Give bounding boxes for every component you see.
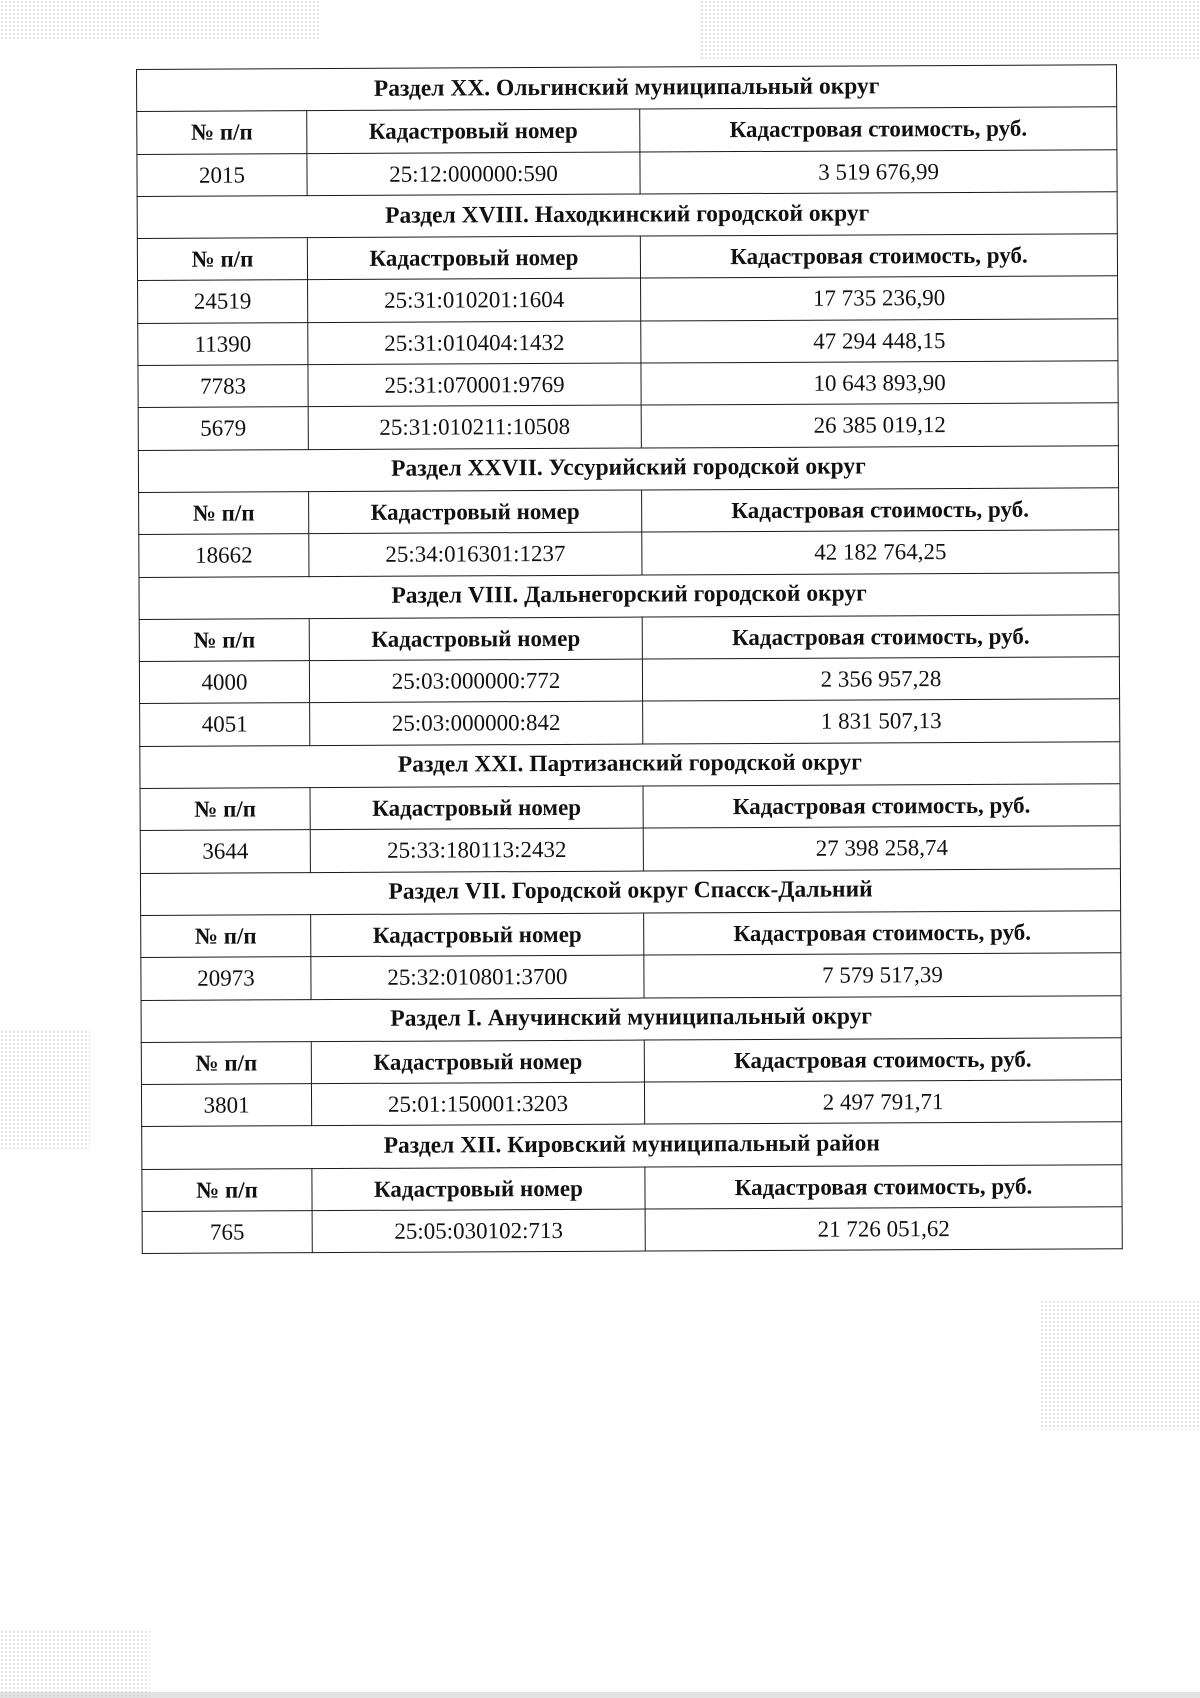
scan-noise [700, 0, 1200, 60]
header-num: № п/п [137, 238, 307, 281]
header-cadastral-number: Кадастровый номер [311, 913, 644, 957]
cell-cadastral-value: 42 182 764,25 [642, 530, 1119, 575]
header-num: № п/п [139, 492, 309, 535]
scan-noise [0, 1030, 90, 1150]
cell-num: 20973 [141, 957, 311, 1000]
table-row [142, 1207, 1122, 1254]
header-num: № п/п [141, 915, 311, 958]
cell-cadastral-value: 26 385 019,12 [641, 403, 1118, 448]
cell-cadastral-value: 21 726 051,62 [645, 1207, 1122, 1252]
cell-num: 24519 [138, 280, 308, 323]
section-title-row [140, 868, 1120, 915]
header-num: № п/п [142, 1168, 312, 1211]
scan-noise [1040, 1300, 1200, 1430]
header-num: № п/п [140, 788, 310, 831]
cell-cadastral-number: 25:32:010801:3700 [311, 955, 644, 999]
header-cadastral-value: Кадастровая стоимость, руб. [640, 234, 1117, 279]
header-cadastral-number: Кадастровый номер [311, 1040, 644, 1084]
header-cadastral-value: Кадастровая стоимость, руб. [644, 911, 1121, 956]
header-cadastral-number: Кадастровый номер [307, 236, 640, 280]
column-header-row [139, 488, 1119, 535]
section-title: Раздел VII. Городской округ Спасск-Дальний [140, 868, 1120, 915]
table-row [138, 361, 1118, 408]
cell-cadastral-value: 47 294 448,15 [641, 318, 1118, 363]
section-title: Раздел VIII. Дальнегорский городской округ [139, 572, 1119, 619]
section-title: Раздел XVIII. Находкинский городской округ [137, 192, 1117, 239]
table-row [139, 657, 1119, 704]
header-cadastral-value: Кадастровая стоимость, руб. [644, 1038, 1121, 1083]
header-cadastral-number: Кадастровый номер [309, 617, 642, 661]
cell-cadastral-value: 2 497 791,71 [644, 1080, 1121, 1125]
section-title-row [138, 445, 1118, 492]
table-row [138, 318, 1118, 365]
cell-cadastral-value: 1 831 507,13 [643, 699, 1120, 744]
table-row [139, 530, 1119, 577]
column-header-row [141, 1038, 1121, 1085]
section-title-row [140, 741, 1120, 788]
header-num: № п/п [137, 111, 307, 154]
column-header-row [141, 911, 1121, 958]
cell-cadastral-number: 25:01:150001:3203 [311, 1082, 644, 1126]
cell-num: 3801 [141, 1084, 311, 1127]
header-num: № п/п [141, 1041, 311, 1084]
column-header-row [140, 784, 1120, 831]
cell-cadastral-value: 10 643 893,90 [641, 361, 1118, 406]
cell-num: 5679 [138, 407, 308, 450]
cell-cadastral-number: 25:31:010201:1604 [308, 279, 641, 323]
column-header-row [137, 234, 1117, 281]
cell-cadastral-number: 25:03:000000:842 [310, 701, 643, 745]
section-title-row [141, 995, 1121, 1042]
column-header-row [137, 107, 1117, 154]
cell-num: 18662 [139, 534, 309, 577]
header-cadastral-number: Кадастровый номер [307, 109, 640, 153]
section-title-row [142, 1122, 1122, 1169]
header-cadastral-number: Кадастровый номер [309, 490, 642, 534]
header-cadastral-value: Кадастровая стоимость, руб. [642, 488, 1119, 533]
header-cadastral-value: Кадастровая стоимость, руб. [642, 615, 1119, 660]
cell-num: 11390 [138, 322, 308, 365]
scan-edge [0, 1692, 1200, 1698]
cell-cadastral-number: 25:12:000000:590 [307, 152, 640, 196]
table-row [137, 149, 1117, 196]
cell-cadastral-number: 25:31:010404:1432 [308, 321, 641, 365]
cell-cadastral-value: 17 735 236,90 [641, 276, 1118, 321]
section-title-row [139, 572, 1119, 619]
header-num: № п/п [139, 619, 309, 662]
section-title-row [137, 65, 1117, 112]
header-cadastral-value: Кадастровая стоимость, руб. [643, 784, 1120, 829]
section-title: Раздел XII. Кировский муниципальный район [142, 1122, 1122, 1169]
cell-cadastral-number: 25:31:010211:10508 [308, 405, 641, 449]
scan-noise [0, 0, 320, 40]
header-cadastral-value: Кадастровая стоимость, руб. [645, 1164, 1122, 1209]
cell-num: 4051 [140, 703, 310, 746]
table-row [140, 699, 1120, 746]
table-row [141, 1080, 1121, 1127]
column-header-row [139, 615, 1119, 662]
cell-cadastral-number: 25:34:016301:1237 [309, 532, 642, 576]
section-title: Раздел XXVII. Уссурийский городской округ [138, 445, 1118, 492]
section-title: Раздел I. Анучинский муниципальный округ [141, 995, 1121, 1042]
cell-cadastral-number: 25:05:030102:713 [312, 1209, 645, 1253]
cell-cadastral-number: 25:03:000000:772 [309, 659, 642, 703]
table-row [138, 276, 1118, 323]
cell-num: 7783 [138, 365, 308, 408]
cell-cadastral-number: 25:31:070001:9769 [308, 363, 641, 407]
section-title-row [137, 192, 1117, 239]
header-cadastral-number: Кадастровый номер [312, 1167, 645, 1211]
section-title: Раздел XXI. Партизанский городской округ [140, 741, 1120, 788]
column-header-row [142, 1164, 1122, 1211]
table-body [137, 65, 1123, 1254]
cell-num: 4000 [139, 661, 309, 704]
scan-noise [0, 1630, 150, 1698]
cell-cadastral-value: 7 579 517,39 [644, 953, 1121, 998]
cell-cadastral-value: 3 519 676,99 [640, 149, 1117, 194]
cell-num: 765 [142, 1211, 312, 1254]
cell-cadastral-value: 27 398 258,74 [643, 826, 1120, 871]
cell-num: 2015 [137, 153, 307, 196]
cell-cadastral-value: 2 356 957,28 [642, 657, 1119, 702]
cell-cadastral-number: 25:33:180113:2432 [310, 828, 643, 872]
table-row [141, 953, 1121, 1000]
table-row [138, 403, 1118, 450]
cadastral-value-table [136, 64, 1123, 1254]
section-title: Раздел XX. Ольгинский муниципальный округ [137, 65, 1117, 112]
header-cadastral-number: Кадастровый номер [310, 786, 643, 830]
header-cadastral-value: Кадастровая стоимость, руб. [640, 107, 1117, 152]
table-row [140, 826, 1120, 873]
cell-num: 3644 [140, 830, 310, 873]
